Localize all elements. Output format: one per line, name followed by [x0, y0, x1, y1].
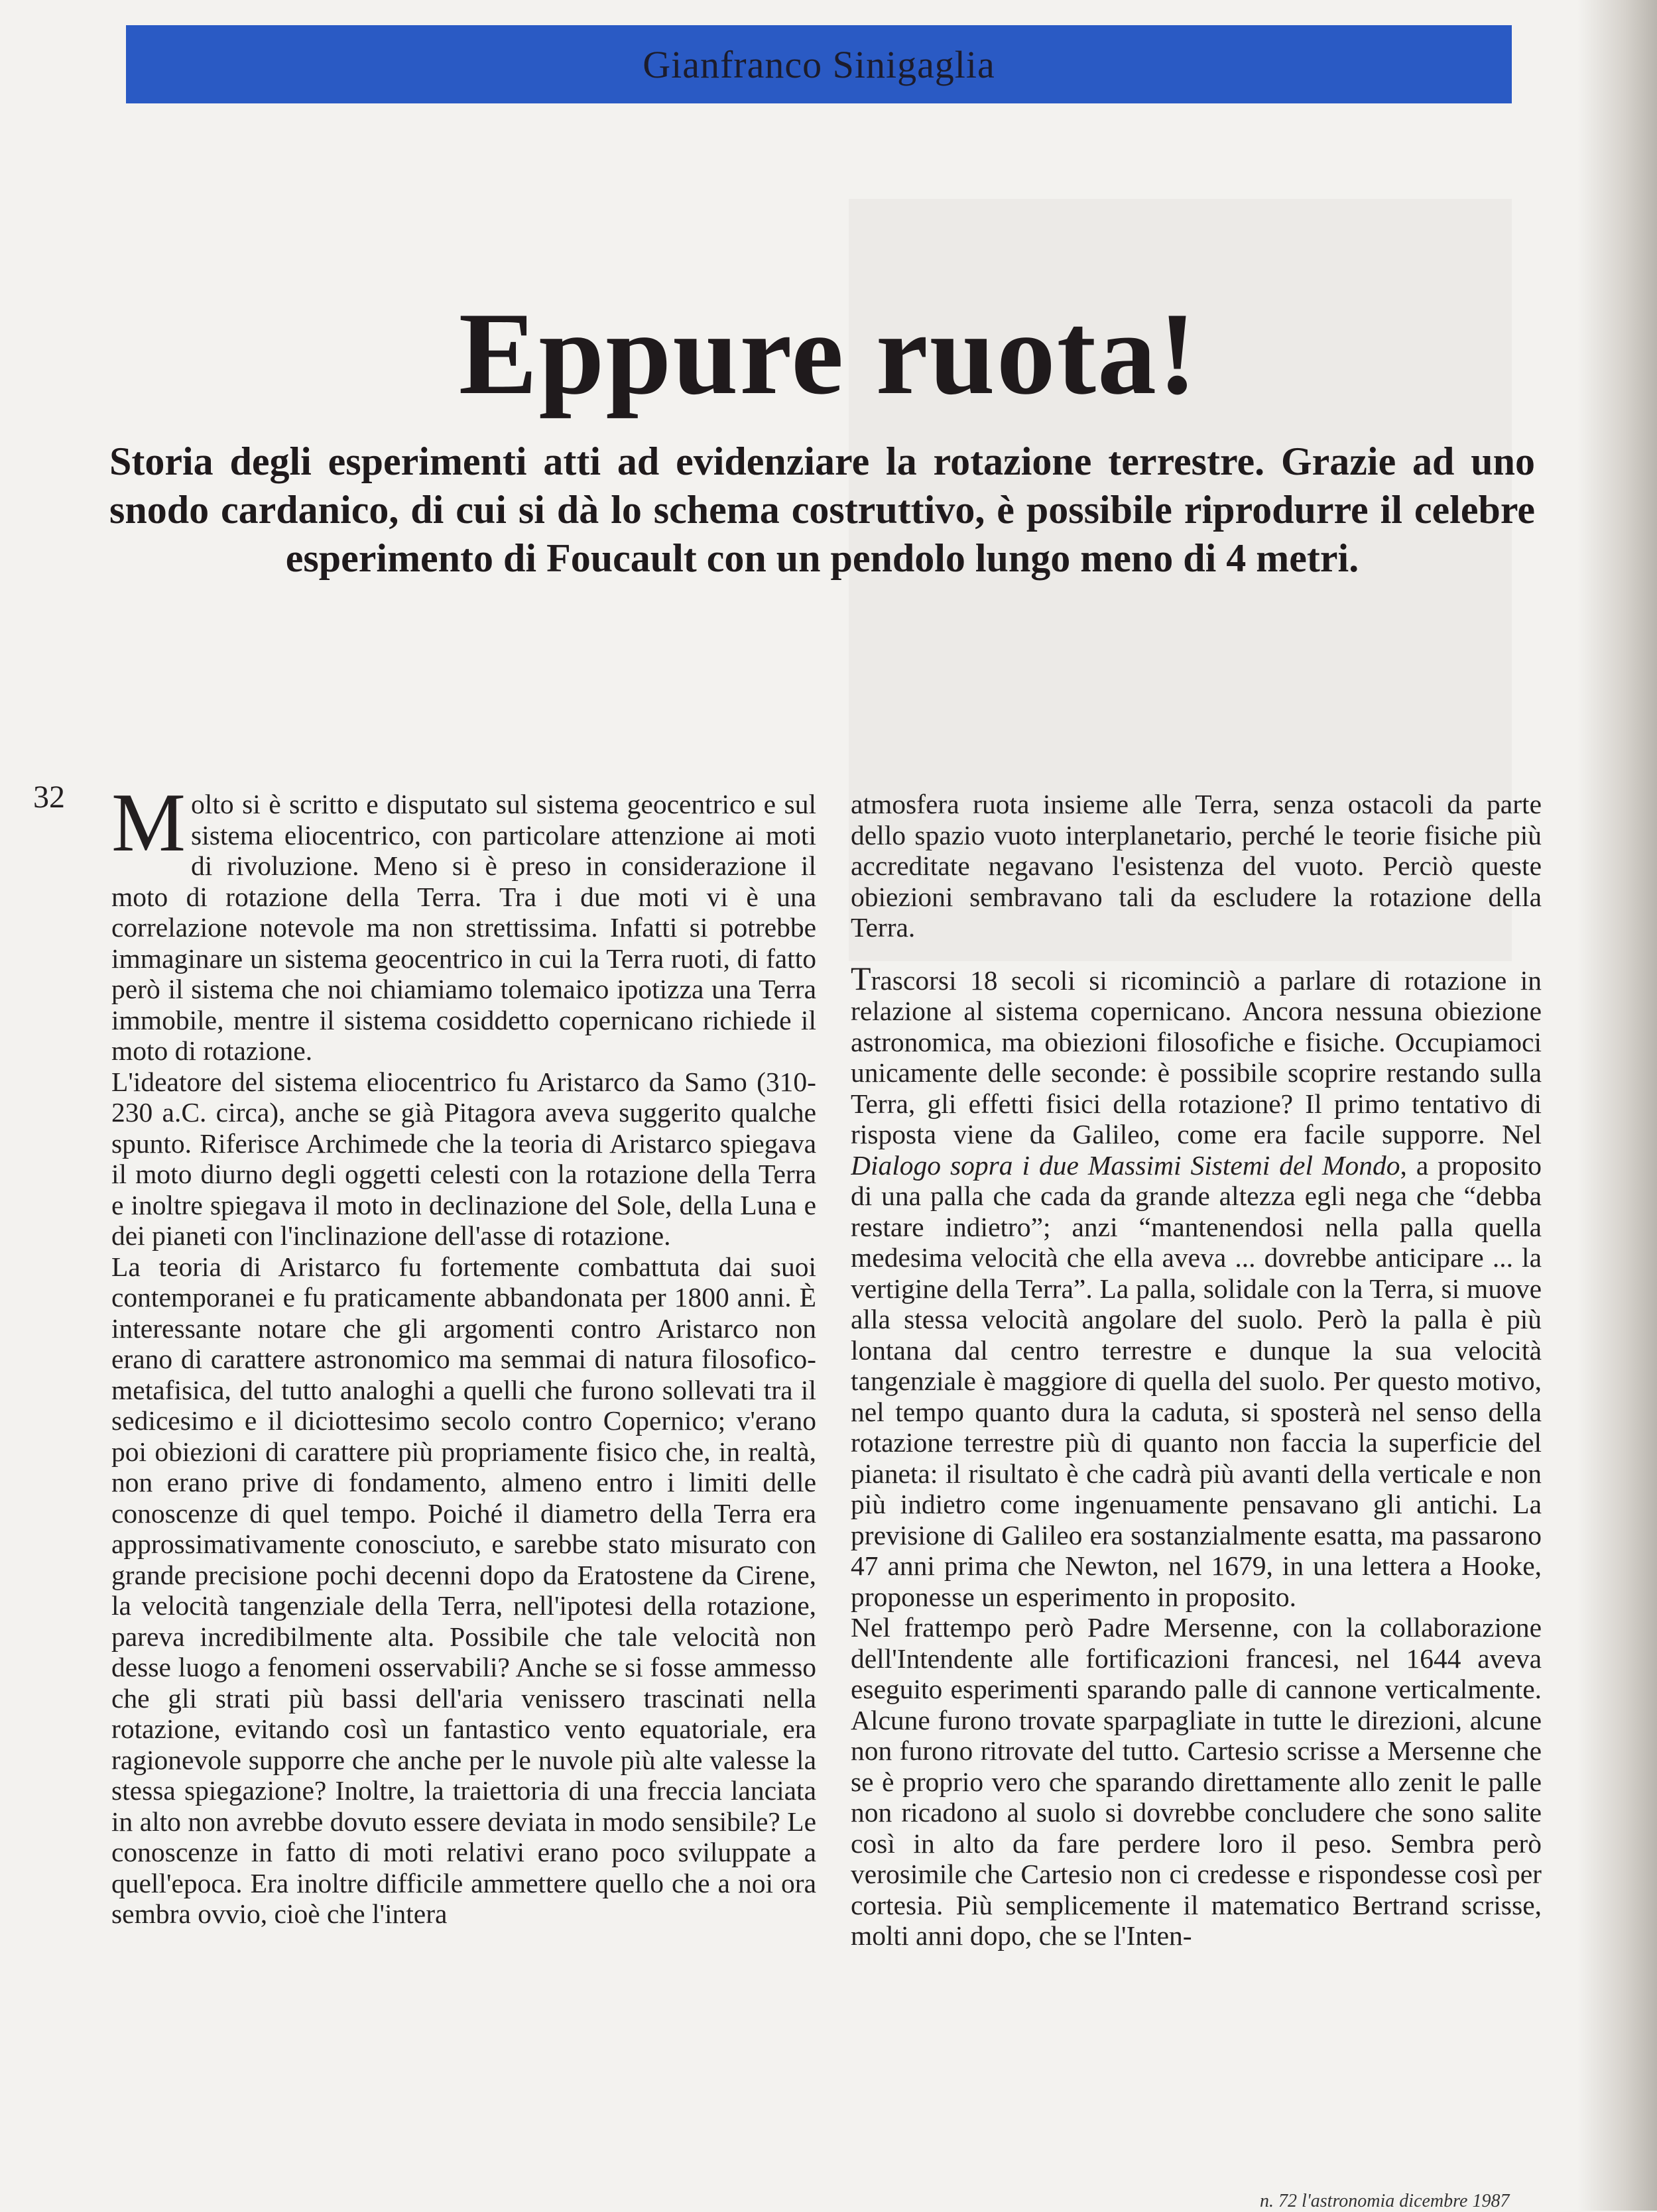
page-number: 32	[33, 780, 65, 815]
article-title: Eppure ruota!	[458, 288, 1199, 420]
book-title: Dialogo sopra i due Massimi Sistemi del Mondo	[851, 1149, 1400, 1181]
author-name: Gianfranco Sinigaglia	[643, 42, 995, 86]
paragraph-text: olto si è scritto e disputato sul sistema geocentrico e sul sistema eliocentrico, con particolare attenzione ai moti di rivoluzione. Meno si è preso in considerazione il moto di rotazione della Terra. Tra i due moti vi è una correlazione notevole ma non strettissima. Infatti si potrebbe immaginare un sistema geocentrico in cui la Terra ruoti, di fatto però il sistema che noi chiamiamo tolemaico ipotizza una Terra immobile, mentre il sistema cosiddetto copernicano richiede il moto di rotazione.	[111, 789, 816, 1066]
author-header-bar	[126, 25, 1512, 103]
paragraph-text: , a proposito di una palla che cada da grande altezza egli nega che “debba restare indietro”; anzi “mantenendosi nella palla quella medesima velocità che ella aveva ... dovrebbe anticipare ... la vertigine della Terra”. La palla, solidale con la Terra, si muove alla stessa velocità angolare del suolo. Però la palla è più lontana dal centro terrestre e dunque la sua velocità tangenziale è maggiore di quella del suolo. Per questo motivo, nel tempo quanto dura la caduta, si sposterà nel senso della rotazione terrestre più di quanto non faccia la superficie del pianeta: il risultato è che cadrà più avanti della verticale e non più indietro come ingenuamente pensavano gli antichi. La previsione di Galileo era sostanzialmente esatta, ma passarono 47 anni prima che Newton, nel 1679, in una lettera a Hooke, proponesse un esperimento in proposito.	[851, 1149, 1542, 1612]
paragraph	[111, 789, 816, 1067]
paragraph-text: rascorsi 18 secoli si ricominciò a parlare di rotazione in relazione al sistema copernicano. Ancora nessuna obiezione astronomica, ma obiezioni filosofiche e fisiche. Occupiamoci unicamente delle seconde: è possibile scoprire restando sulla Terra, gli effetti fisici della rotazione? Il primo tentativo di risposta viene da Galileo, come era facile supporre. Nel	[851, 964, 1542, 1149]
paragraph: L'ideatore del sistema eliocentrico fu Aristarco da Samo (310-230 a.C. circa), anche se già Pitagora aveva suggerito qualche spunto. Riferisce Archimede che la teoria di Aristarco spiegava il moto diurno degli oggetti celesti con la rotazione della Terra e inoltre spiegava il moto in declinazione del Sole, della Luna e dei pianeti con l'inclinazione dell'asse di rotazione.	[111, 1066, 816, 1251]
paragraph: Nel frattempo però Padre Mersenne, con la collaborazione dell'Intendente alle fortificazioni francesi, nel 1644 aveva eseguito esperimenti sparando palle di cannone verticalmente. Alcune furono trovate sparpagliate in tutte le direzioni, alcune non furono ritrovate del tutto. Cartesio scrisse a Mersenne che se è proprio vero che sparando direttamente allo zenit le palle non ricadono al suolo si dovrebbe concludere che sono salite così in alto da fare perdere loro il peso. Sembra però verosimile che Cartesio non ci credesse e rispondesse così per cortesia. Più semplicemente il matematico Bertrand scrisse, molti anni dopo, che se l'Inten-	[851, 1612, 1542, 1951]
paragraph	[851, 959, 1542, 1613]
drop-cap: M	[111, 789, 186, 869]
paragraph: La teoria di Aristarco fu fortemente combattuta dai suoi contemporanei e fu praticamente abbandonata per 1800 anni. È interessante notare che gli argomenti contro Aristarco non erano di carattere astronomico ma semmai di natura filosofico-metafisica, del tutto analoghi a quelli che furono sollevati tra il sedicesimo e il diciottesimo secolo contro Copernico; v'erano poi obiezioni di carattere più propriamente fisico che, in realtà, non erano prive di fondamento, almeno entro i limiti delle conoscenze di quel tempo. Poiché il diametro della Terra era approssimativamente conosciuto, e sarebbe stato misurato con grande precisione pochi decenni dopo da Eratostene da Cirene, la velocità tangenziale della Terra, nell'ipotesi della rotazione, pareva incredibilmente alta. Possibile che tale velocità non desse luogo a fenomeni osservabili? Anche se si fosse ammesso che gli strati più bassi dell'aria venissero trascinati nella rotazione, evitando così un fantastico vento equatoriale, era ragionevole supporre che anche per le nuvole più alte valesse la stessa spiegazione? Inoltre, la traiettoria di una freccia lanciata in alto non avrebbe dovuto essere deviata in modo sensibile? Le conoscenze in fatto di moti relativi erano poco sviluppate a quell'epoca. Era inoltre difficile ammettere quello che a noi ora sembra ovvio, cioè che l'intera	[111, 1251, 816, 1929]
article-subtitle: Storia degli esperimenti atti ad evidenziare la rotazione terrestre. Grazie ad uno snodo cardanico, di cui si dà lo schema costruttivo, è possibile riprodurre il celebre esperimento di Foucault con un pendolo lungo meno di 4 metri.	[109, 439, 1535, 580]
footer-issue-info: n. 72 l'astronomia dicembre 1987	[1260, 2191, 1510, 2211]
section-initial: T	[851, 959, 871, 997]
paragraph: atmosfera ruota insieme alle Terra, senza ostacoli da parte dello spazio vuoto interplanetario, perché le teorie fisiche più accreditate negavano l'esistenza del vuoto. Perciò queste obiezioni sembravano tali da escludere la rotazione della Terra.	[851, 789, 1542, 943]
right-column	[851, 789, 1542, 2148]
left-column	[111, 789, 816, 2148]
